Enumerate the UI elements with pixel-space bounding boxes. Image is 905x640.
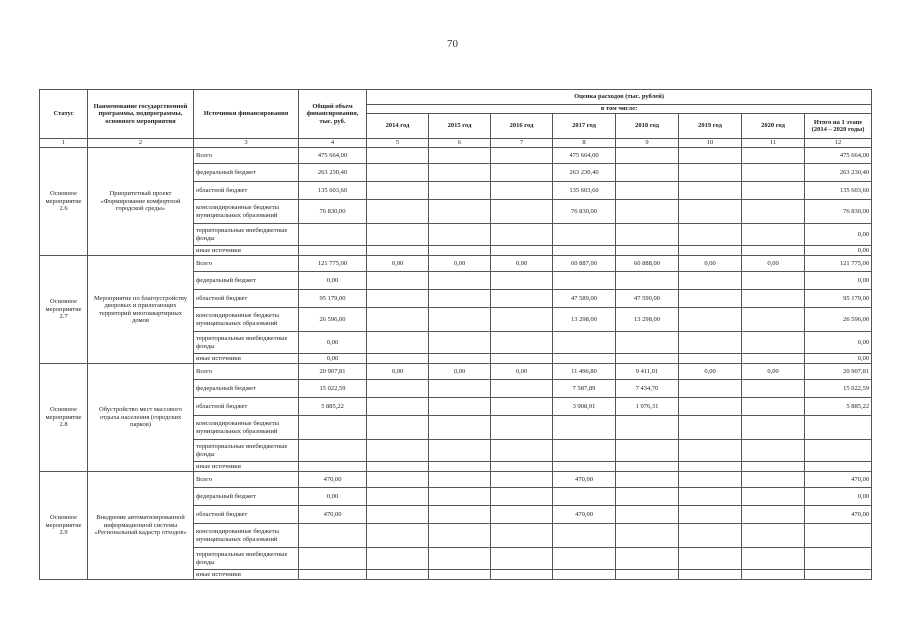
year-value-cell <box>429 506 491 524</box>
year-value-cell <box>367 148 429 164</box>
total-cell <box>299 416 367 440</box>
total-cell: 470,00 <box>299 472 367 488</box>
table-row <box>40 364 872 380</box>
source-cell: федеральный бюджет <box>194 488 299 506</box>
source-cell: иные источники <box>194 354 299 364</box>
header-year: 2016 год <box>491 114 553 139</box>
year-value-cell <box>616 246 679 256</box>
year-value-cell <box>616 548 679 570</box>
year-value-cell: 60 887,00 <box>553 256 616 272</box>
source-cell: областной бюджет <box>194 290 299 308</box>
stage-total-cell: 470,00 <box>805 506 872 524</box>
year-value-cell <box>553 224 616 246</box>
year-value-cell <box>742 380 805 398</box>
year-value-cell <box>742 272 805 290</box>
source-cell: иные источники <box>194 246 299 256</box>
total-cell: 0,00 <box>299 354 367 364</box>
year-value-cell <box>553 354 616 364</box>
year-value-cell <box>679 224 742 246</box>
year-value-cell <box>616 570 679 580</box>
year-value-cell: 475 664,00 <box>553 148 616 164</box>
year-value-cell <box>491 224 553 246</box>
year-value-cell <box>553 246 616 256</box>
year-value-cell: 0,00 <box>367 256 429 272</box>
year-value-cell <box>367 416 429 440</box>
year-value-cell <box>742 440 805 462</box>
status-cell: Основное мероприятие 2.6 <box>40 148 88 256</box>
stage-total-cell: 95 179,00 <box>805 290 872 308</box>
year-value-cell <box>491 548 553 570</box>
column-number: 10 <box>679 139 742 148</box>
year-value-cell: 47 590,00 <box>616 290 679 308</box>
year-value-cell <box>429 524 491 548</box>
year-value-cell: 470,00 <box>553 506 616 524</box>
stage-total-cell: 0,00 <box>805 332 872 354</box>
year-value-cell <box>429 290 491 308</box>
table-row <box>40 148 872 164</box>
year-value-cell <box>429 548 491 570</box>
year-value-cell <box>742 354 805 364</box>
total-cell: 15 022,59 <box>299 380 367 398</box>
year-value-cell <box>429 272 491 290</box>
year-value-cell: 135 603,60 <box>553 182 616 200</box>
source-cell: федеральный бюджет <box>194 164 299 182</box>
year-value-cell: 0,00 <box>429 256 491 272</box>
source-cell: Всего <box>194 256 299 272</box>
year-value-cell <box>742 200 805 224</box>
year-value-cell: 47 589,00 <box>553 290 616 308</box>
year-value-cell: 0,00 <box>429 364 491 380</box>
year-value-cell <box>742 182 805 200</box>
stage-total-cell <box>805 524 872 548</box>
year-value-cell <box>616 332 679 354</box>
year-value-cell <box>679 354 742 364</box>
year-value-cell <box>429 472 491 488</box>
year-value-cell <box>553 548 616 570</box>
year-value-cell <box>367 308 429 332</box>
measure-name-cell: Мероприятие по благоустройству дворовых и прилегающих территорий многоквартирных домов <box>88 256 194 364</box>
source-cell: консолидированные бюджеты муниципальных образований <box>194 200 299 224</box>
year-value-cell <box>742 164 805 182</box>
source-cell: иные источники <box>194 462 299 472</box>
year-value-cell <box>679 488 742 506</box>
year-value-cell <box>616 488 679 506</box>
status-cell: Основное мероприятие 2.8 <box>40 364 88 472</box>
year-value-cell <box>553 462 616 472</box>
year-value-cell <box>742 488 805 506</box>
stage-total-cell: 20 907,81 <box>805 364 872 380</box>
year-value-cell <box>679 548 742 570</box>
year-value-cell <box>742 506 805 524</box>
total-cell: 263 230,40 <box>299 164 367 182</box>
total-cell: 135 603,60 <box>299 182 367 200</box>
status-cell: Основное мероприятие 2.7 <box>40 256 88 364</box>
year-value-cell <box>367 182 429 200</box>
year-value-cell <box>429 332 491 354</box>
stage-total-cell <box>805 462 872 472</box>
year-value-cell <box>491 524 553 548</box>
year-value-cell <box>742 148 805 164</box>
year-value-cell: 76 830,00 <box>553 200 616 224</box>
stage-total-cell: 121 775,00 <box>805 256 872 272</box>
year-value-cell <box>616 272 679 290</box>
year-value-cell <box>491 272 553 290</box>
year-value-cell <box>491 354 553 364</box>
year-value-cell <box>491 246 553 256</box>
year-value-cell <box>742 462 805 472</box>
header-year: 2019 год <box>679 114 742 139</box>
header-year: 2020 год <box>742 114 805 139</box>
stage-total-cell <box>805 440 872 462</box>
year-value-cell <box>367 246 429 256</box>
source-cell: консолидированные бюджеты муниципальных образований <box>194 524 299 548</box>
measure-name-cell: Внедрение автоматизированной информационной системы «Региональный кадастр отходов» <box>88 472 194 580</box>
year-value-cell: 9 411,01 <box>616 364 679 380</box>
year-value-cell <box>491 488 553 506</box>
year-value-cell <box>429 200 491 224</box>
year-value-cell <box>742 398 805 416</box>
year-value-cell <box>616 416 679 440</box>
year-value-cell <box>742 246 805 256</box>
year-value-cell <box>491 506 553 524</box>
source-cell: консолидированные бюджеты муниципальных образований <box>194 308 299 332</box>
header-year: 2018 год <box>616 114 679 139</box>
header-source: Источники финансирования <box>194 90 299 139</box>
source-cell: консолидированные бюджеты муниципальных образований <box>194 416 299 440</box>
total-cell: 475 664,00 <box>299 148 367 164</box>
stage-total-cell: 0,00 <box>805 272 872 290</box>
year-value-cell <box>367 290 429 308</box>
column-number: 4 <box>299 139 367 148</box>
year-value-cell <box>367 200 429 224</box>
source-cell: областной бюджет <box>194 506 299 524</box>
year-value-cell <box>553 524 616 548</box>
year-value-cell: 1 976,31 <box>616 398 679 416</box>
year-value-cell <box>367 354 429 364</box>
total-cell: 0,00 <box>299 272 367 290</box>
stage-total-cell: 470,00 <box>805 472 872 488</box>
year-value-cell <box>742 548 805 570</box>
year-value-cell <box>367 472 429 488</box>
stage-total-cell: 5 885,22 <box>805 398 872 416</box>
stage-total-cell: 0,00 <box>805 488 872 506</box>
year-value-cell <box>616 524 679 548</box>
year-value-cell <box>616 164 679 182</box>
column-number: 7 <box>491 139 553 148</box>
header-name: Наименование государственной программы, подпрограммы, основного мероприятия <box>88 90 194 139</box>
header-including: в том числе: <box>367 105 872 114</box>
year-value-cell: 0,00 <box>742 256 805 272</box>
year-value-cell <box>742 224 805 246</box>
year-value-cell <box>742 416 805 440</box>
year-value-cell <box>367 570 429 580</box>
column-number: 12 <box>805 139 872 148</box>
year-value-cell <box>367 524 429 548</box>
year-value-cell <box>429 380 491 398</box>
year-value-cell <box>429 224 491 246</box>
year-value-cell: 0,00 <box>679 256 742 272</box>
column-number: 9 <box>616 139 679 148</box>
year-value-cell: 470,00 <box>553 472 616 488</box>
source-cell: федеральный бюджет <box>194 272 299 290</box>
header-stage-total: Итого на 1 этапе (2014 – 2020 годы) <box>805 114 872 139</box>
year-value-cell <box>553 416 616 440</box>
year-value-cell <box>491 308 553 332</box>
year-value-cell <box>679 164 742 182</box>
year-value-cell <box>491 332 553 354</box>
column-number: 1 <box>40 139 88 148</box>
year-value-cell <box>553 332 616 354</box>
source-cell: Всего <box>194 148 299 164</box>
year-value-cell <box>742 332 805 354</box>
stage-total-cell: 26 596,00 <box>805 308 872 332</box>
source-cell: федеральный бюджет <box>194 380 299 398</box>
header-year: 2015 год <box>429 114 491 139</box>
year-value-cell: 0,00 <box>491 256 553 272</box>
year-value-cell <box>616 354 679 364</box>
year-value-cell <box>679 472 742 488</box>
year-value-cell <box>429 182 491 200</box>
total-cell: 95 179,00 <box>299 290 367 308</box>
year-value-cell: 0,00 <box>367 364 429 380</box>
stage-total-cell: 0,00 <box>805 224 872 246</box>
source-cell: территориальные внебюджетные фонды <box>194 440 299 462</box>
total-cell: 76 830,00 <box>299 200 367 224</box>
year-value-cell <box>616 224 679 246</box>
year-value-cell <box>491 440 553 462</box>
year-value-cell <box>367 440 429 462</box>
year-value-cell <box>616 440 679 462</box>
year-value-cell <box>679 398 742 416</box>
year-value-cell: 13 298,00 <box>553 308 616 332</box>
year-value-cell <box>742 570 805 580</box>
year-value-cell <box>367 380 429 398</box>
year-value-cell <box>679 182 742 200</box>
year-value-cell <box>429 354 491 364</box>
financing-table <box>39 89 872 580</box>
year-value-cell: 0,00 <box>742 364 805 380</box>
year-value-cell <box>367 398 429 416</box>
total-cell: 121 775,00 <box>299 256 367 272</box>
year-value-cell <box>553 570 616 580</box>
year-value-cell <box>553 488 616 506</box>
table-row <box>40 256 872 272</box>
year-value-cell <box>491 182 553 200</box>
total-cell <box>299 224 367 246</box>
year-value-cell <box>491 164 553 182</box>
year-value-cell <box>679 290 742 308</box>
total-cell <box>299 440 367 462</box>
year-value-cell <box>679 200 742 224</box>
year-value-cell: 0,00 <box>491 364 553 380</box>
year-value-cell: 11 496,80 <box>553 364 616 380</box>
year-value-cell <box>429 308 491 332</box>
stage-total-cell: 76 830,00 <box>805 200 872 224</box>
column-number: 11 <box>742 139 805 148</box>
total-cell <box>299 570 367 580</box>
column-number: 3 <box>194 139 299 148</box>
year-value-cell <box>429 148 491 164</box>
year-value-cell <box>429 570 491 580</box>
year-value-cell <box>429 462 491 472</box>
source-cell: территориальные внебюджетные фонды <box>194 224 299 246</box>
year-value-cell <box>679 462 742 472</box>
year-value-cell <box>491 380 553 398</box>
total-cell <box>299 462 367 472</box>
header-total: Общий объем финансирования, тыс. руб. <box>299 90 367 139</box>
column-number: 5 <box>367 139 429 148</box>
year-value-cell <box>742 472 805 488</box>
year-value-cell <box>742 524 805 548</box>
table-row <box>40 472 872 488</box>
source-cell: территориальные внебюджетные фонды <box>194 332 299 354</box>
stage-total-cell <box>805 570 872 580</box>
year-value-cell <box>429 416 491 440</box>
year-value-cell <box>742 290 805 308</box>
year-value-cell <box>553 440 616 462</box>
year-value-cell <box>679 308 742 332</box>
total-cell: 0,00 <box>299 488 367 506</box>
year-value-cell <box>679 380 742 398</box>
year-value-cell <box>616 472 679 488</box>
measure-name-cell: Приоритетный проект «Формирование комфортной городской среды» <box>88 148 194 256</box>
year-value-cell: 7 587,89 <box>553 380 616 398</box>
year-value-cell <box>429 164 491 182</box>
year-value-cell <box>491 290 553 308</box>
header-year: 2017 год <box>553 114 616 139</box>
column-number: 8 <box>553 139 616 148</box>
year-value-cell <box>679 272 742 290</box>
year-value-cell <box>679 246 742 256</box>
year-value-cell <box>367 272 429 290</box>
total-cell: 5 885,22 <box>299 398 367 416</box>
year-value-cell: 3 908,91 <box>553 398 616 416</box>
year-value-cell: 0,00 <box>679 364 742 380</box>
year-value-cell <box>429 398 491 416</box>
year-value-cell <box>616 200 679 224</box>
source-cell: иные источники <box>194 570 299 580</box>
stage-total-cell: 135 603,60 <box>805 182 872 200</box>
source-cell: Всего <box>194 364 299 380</box>
year-value-cell: 7 434,70 <box>616 380 679 398</box>
total-cell: 470,00 <box>299 506 367 524</box>
year-value-cell <box>491 200 553 224</box>
year-value-cell <box>367 548 429 570</box>
column-number: 6 <box>429 139 491 148</box>
total-cell: 26 596,00 <box>299 308 367 332</box>
status-cell: Основное мероприятие 2.9 <box>40 472 88 580</box>
year-value-cell <box>367 224 429 246</box>
year-value-cell <box>491 398 553 416</box>
year-value-cell <box>679 332 742 354</box>
year-value-cell <box>491 416 553 440</box>
source-cell: территориальные внебюджетные фонды <box>194 548 299 570</box>
year-value-cell <box>679 524 742 548</box>
stage-total-cell: 263 230,40 <box>805 164 872 182</box>
year-value-cell <box>679 570 742 580</box>
header-estimate: Оценка расходов (тыс. рублей) <box>367 90 872 105</box>
stage-total-cell: 475 664,00 <box>805 148 872 164</box>
year-value-cell <box>616 148 679 164</box>
total-cell <box>299 246 367 256</box>
year-value-cell <box>367 462 429 472</box>
source-cell: Всего <box>194 472 299 488</box>
stage-total-cell: 0,00 <box>805 354 872 364</box>
year-value-cell <box>491 472 553 488</box>
year-value-cell <box>367 332 429 354</box>
stage-total-cell: 0,00 <box>805 246 872 256</box>
year-value-cell <box>616 506 679 524</box>
total-cell <box>299 548 367 570</box>
year-value-cell <box>367 488 429 506</box>
year-value-cell: 60 888,00 <box>616 256 679 272</box>
year-value-cell <box>553 272 616 290</box>
year-value-cell <box>679 440 742 462</box>
total-cell <box>299 524 367 548</box>
year-value-cell <box>742 308 805 332</box>
stage-total-cell: 15 022,59 <box>805 380 872 398</box>
page-number: 70 <box>447 38 458 50</box>
header-status: Статус <box>40 90 88 139</box>
year-value-cell <box>679 148 742 164</box>
source-cell: областной бюджет <box>194 398 299 416</box>
year-value-cell <box>429 488 491 506</box>
source-cell: областной бюджет <box>194 182 299 200</box>
stage-total-cell <box>805 416 872 440</box>
year-value-cell <box>429 440 491 462</box>
year-value-cell <box>491 462 553 472</box>
total-cell: 0,00 <box>299 332 367 354</box>
column-number: 2 <box>88 139 194 148</box>
year-value-cell <box>367 506 429 524</box>
stage-total-cell <box>805 548 872 570</box>
year-value-cell <box>491 570 553 580</box>
total-cell: 20 907,81 <box>299 364 367 380</box>
year-value-cell <box>616 182 679 200</box>
year-value-cell: 263 230,40 <box>553 164 616 182</box>
measure-name-cell: Обустройство мест массового отдыха населения (городских парков) <box>88 364 194 472</box>
header-year: 2014 год <box>367 114 429 139</box>
year-value-cell: 13 298,00 <box>616 308 679 332</box>
year-value-cell <box>616 462 679 472</box>
year-value-cell <box>491 148 553 164</box>
year-value-cell <box>367 164 429 182</box>
year-value-cell <box>679 506 742 524</box>
year-value-cell <box>679 416 742 440</box>
year-value-cell <box>429 246 491 256</box>
